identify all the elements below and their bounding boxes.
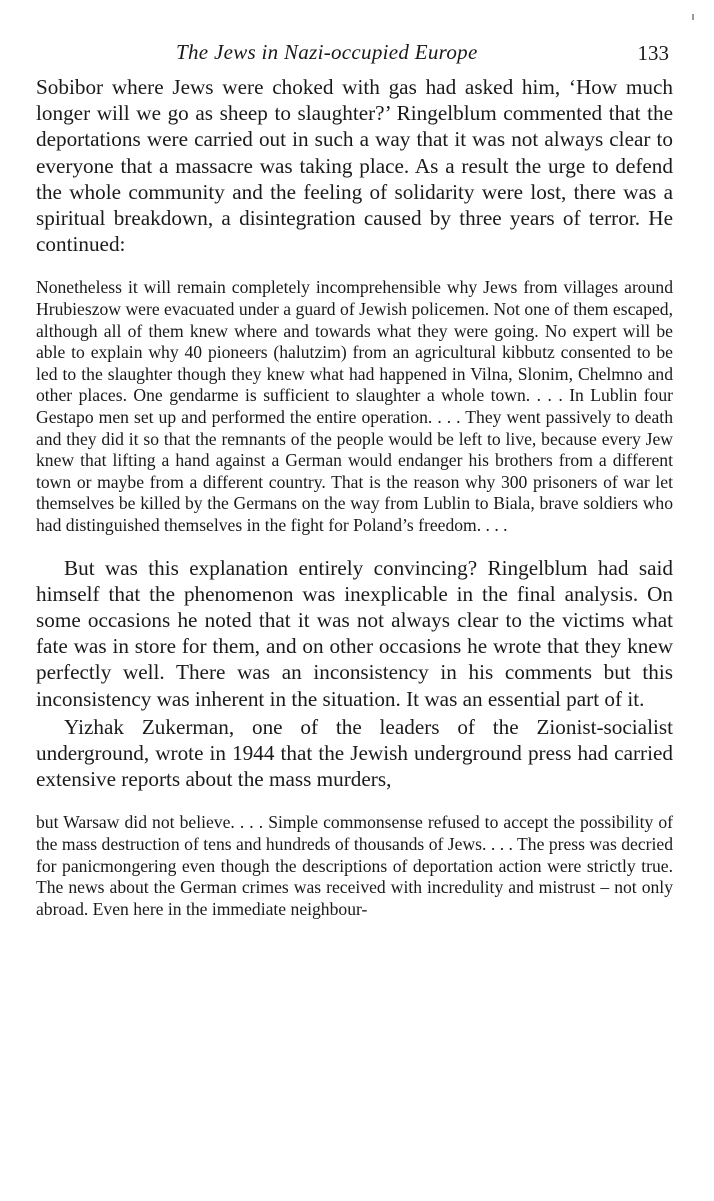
body-paragraph-1: Sobibor where Jews were choked with gas had asked him, ‘How much longer will we go as sheep to slaughter?’ Ringelblum commented that the deportations were carried out in such a way that it was not always clear to everyone that a massacre was taking place. As a result the urge to defend the whole community and the feeling of solidarity were lost, there was a spiritual breakdown, a disintegration caused by three years of terror. He continued: — [36, 75, 673, 257]
body-paragraph-2: But was this explanation entirely convincing? Ringelblum had said himself that the phenomenon was inexplicable in the final analysis. On some occasions he noted that it was not always clear to the victims what fate was in store for them, and on other occasions he wrote that they knew perfectly well. There was an inconsistency in his comments but this inconsistency was inherent in the situation. It was an essential part of it. — [36, 555, 673, 711]
running-head — [36, 40, 673, 70]
page-number: 133 — [637, 41, 669, 65]
scan-mark — [692, 14, 694, 20]
block-quote-zukerman: but Warsaw did not believe. . . . Simple commonsense refused to accept the possibility of the mass destruction of tens and hundreds of thousands of Jews. . . . The press was decried for panicmongering even though the descriptions of deportation action were strictly true. The news about the German crimes was received with incredulity and mistrust – not only abroad. Even here in the immediate neighbour- — [36, 812, 673, 919]
block-quote-ringelblum: Nonetheless it will remain completely incomprehensible why Jews from villages around Hrubieszow were evacuated under a guard of Jewish policemen. Not one of them escaped, although all of them knew where and towards what they were going. No expert will be able to explain why 40 pioneers (halutzim) from an agricultural kibbutz consented to be led to the slaughter though they knew what had happened in Vilna, Slonim, Chelmno and other places. One gendarme is sufficient to slaughter a whole town. . . . In Lublin four Gestapo men set up and performed the entire operation. . . . They went passively to death and they did it so that the remnants of the people would be left to live, because every Jew knew that lifting a hand against a German would endanger his brothers from a different town or maybe from a different country. That is the reason why 300 prisoners of war let themselves be killed by the Germans on the way from Lublin to Biala, brave soldiers who had distinguished themselves in the fight for Poland’s freedom. . . . — [36, 277, 673, 535]
running-title: The Jews in Nazi-occupied Europe — [176, 40, 478, 64]
book-page — [36, 40, 673, 920]
body-paragraph-3: Yizhak Zukerman, one of the leaders of the Zionist-socialist underground, wrote in 1944 that the Jewish underground press had carried extensive reports about the mass murders, — [36, 714, 673, 792]
